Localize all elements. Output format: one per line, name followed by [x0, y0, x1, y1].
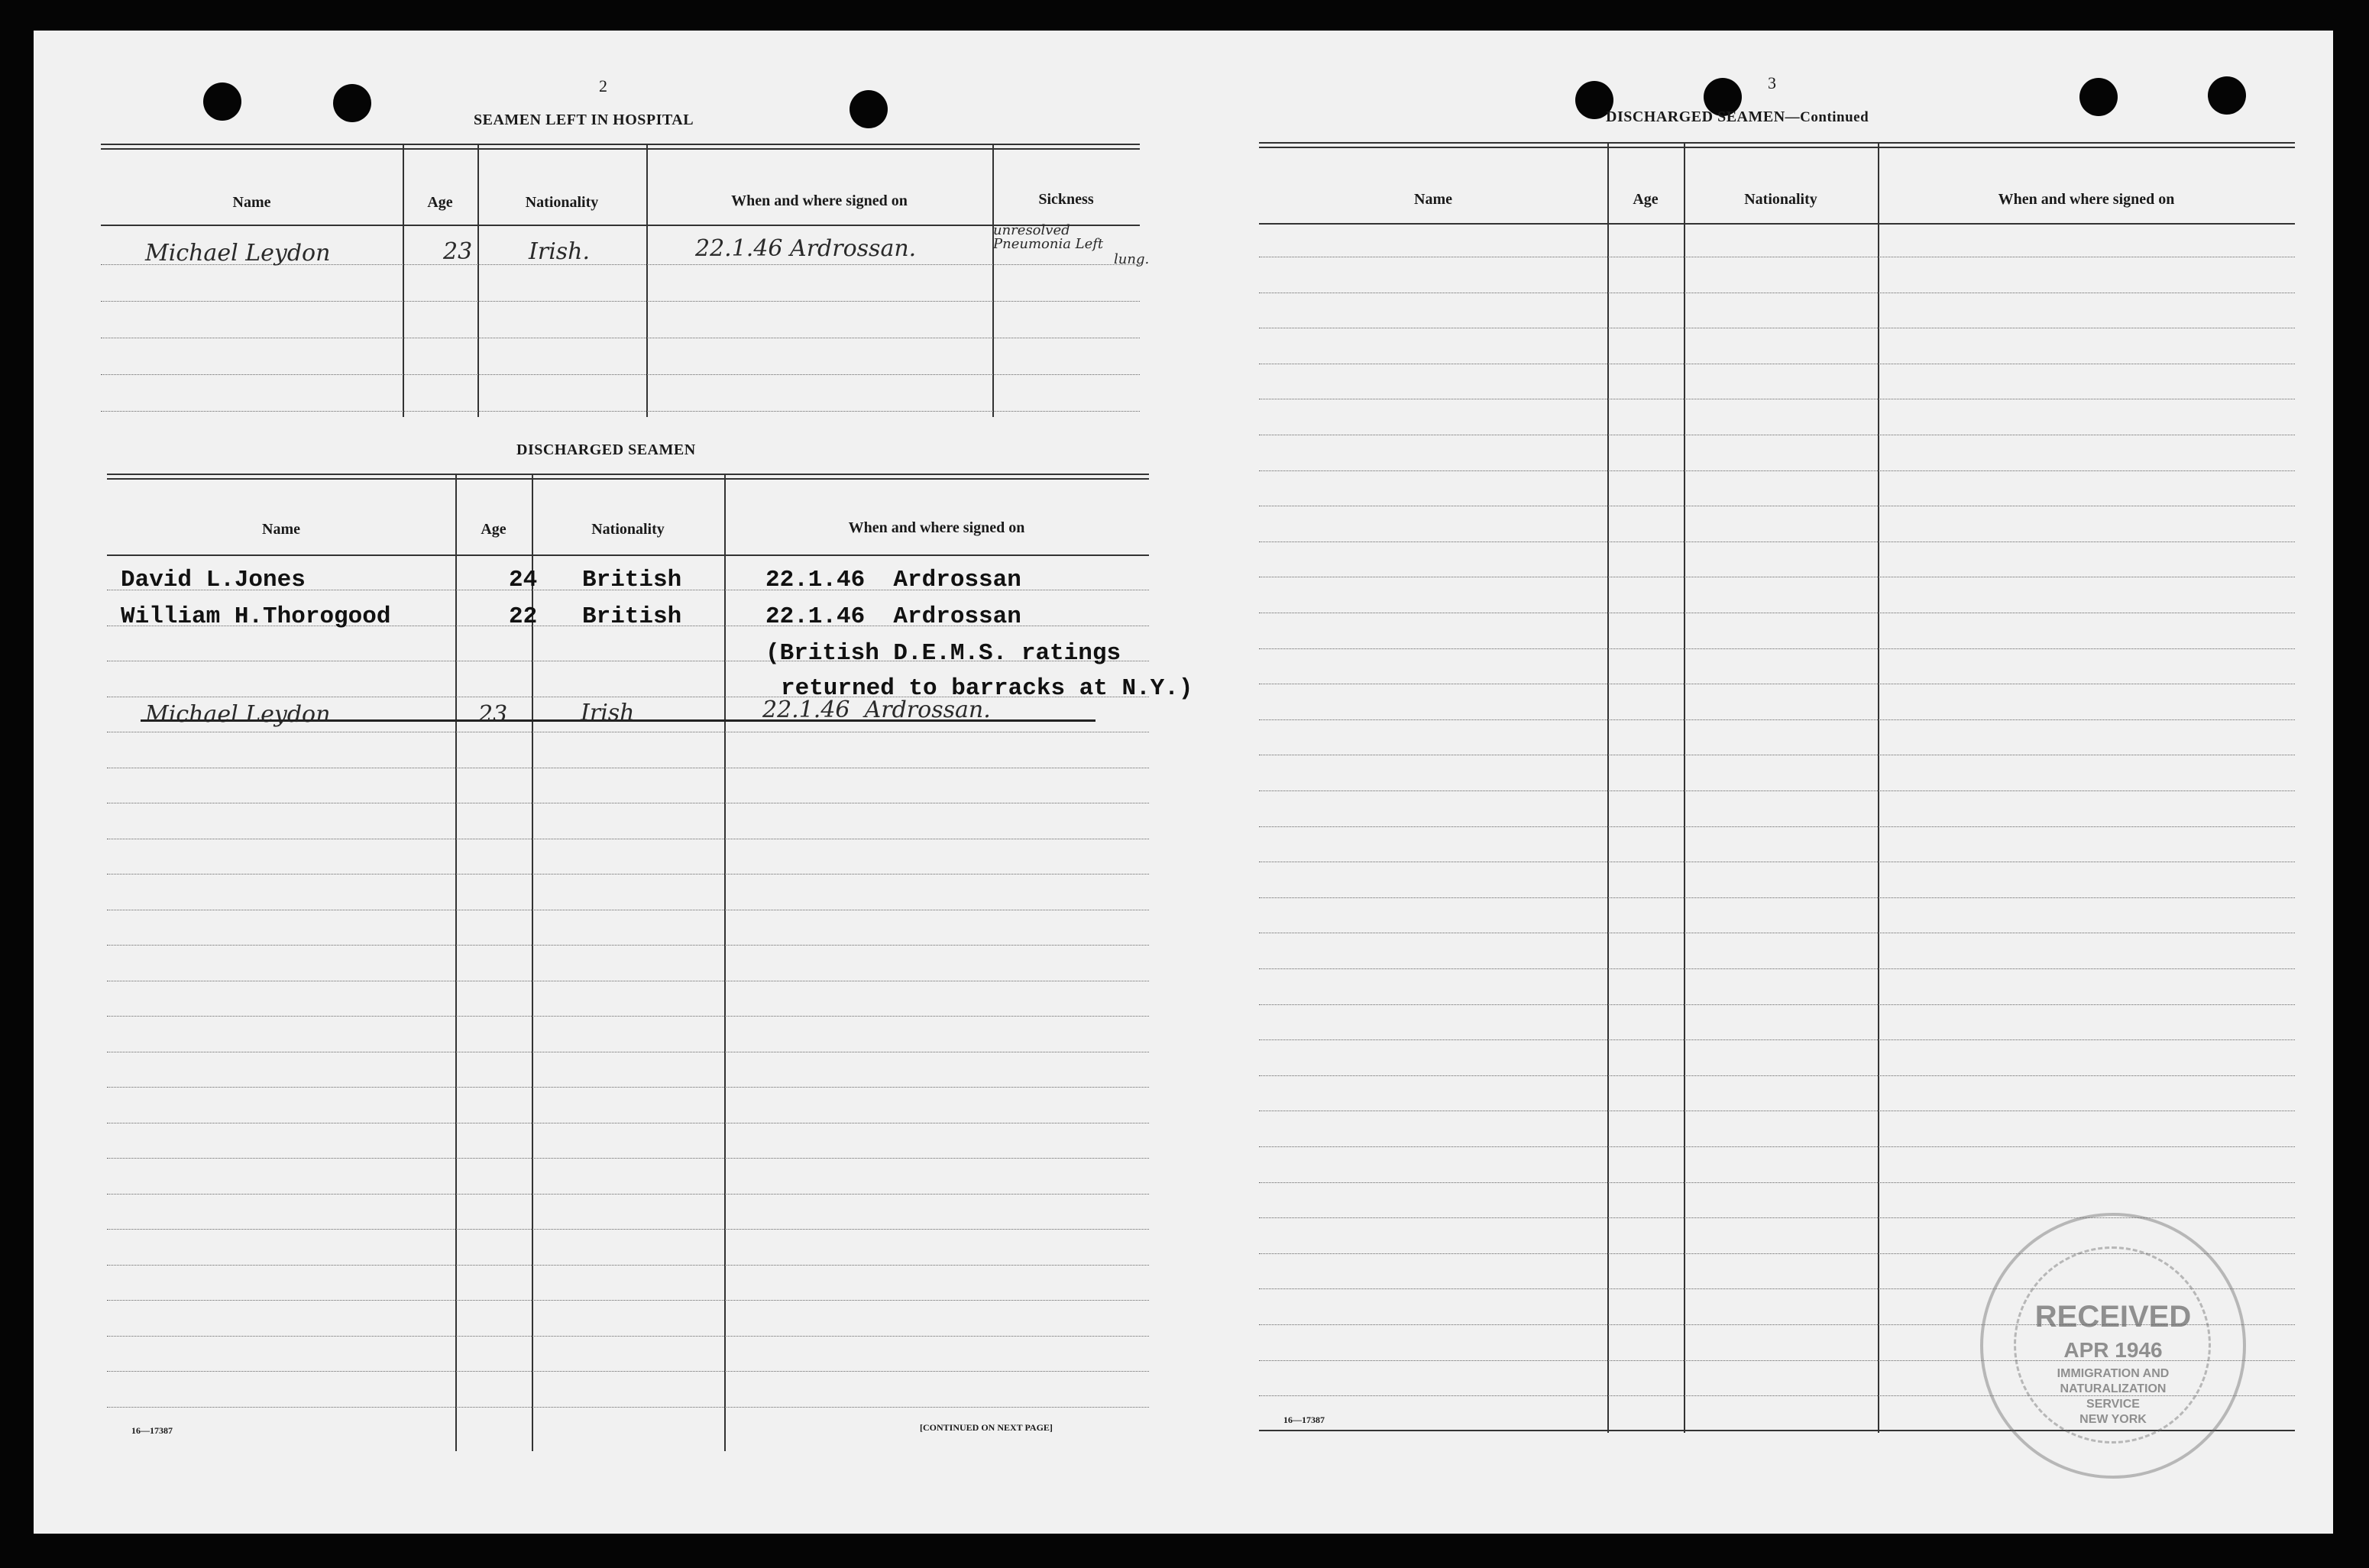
ruled-line: [107, 1371, 1149, 1372]
stamp-line: NEW YORK: [2079, 1413, 2147, 1426]
discharged-age: 24: [509, 567, 538, 593]
column-header: Nationality: [1744, 191, 1817, 208]
page-number-right: 3: [1768, 73, 1776, 92]
punch-hole: [2208, 76, 2246, 115]
hospital-name: Michael Leydon: [145, 240, 331, 267]
hospital-signed-on: 22.1.46 Ardrossan.: [695, 235, 917, 262]
ruled-line: [107, 1016, 1149, 1017]
struck-age: 23: [478, 701, 508, 728]
ruled-line: [1259, 1039, 2295, 1040]
discharged-age: 22: [509, 603, 538, 630]
column-header: Nationality: [591, 521, 665, 538]
discharged-signed-on: 22.1.46 Ardrossan: [765, 603, 1021, 630]
stamp-word: RECEIVED: [2034, 1300, 2192, 1334]
discharged-continued-title: [1606, 108, 1869, 126]
ruled-line: [107, 945, 1149, 946]
strike-through-line: [141, 719, 1096, 722]
discharged-section-title: DISCHARGED SEAMEN: [516, 441, 696, 458]
column-header: When and where signed on: [848, 519, 1025, 536]
form-number-right: 16—17387: [1283, 1414, 1325, 1425]
continued-note: [CONTINUED ON NEXT PAGE]: [920, 1422, 1053, 1433]
ruled-line: [107, 874, 1149, 875]
ruled-line: [1259, 1182, 2295, 1183]
column-header: Sickness: [1038, 191, 1094, 208]
dems-note-line1: (British D.E.M.S. ratings: [765, 640, 1121, 667]
discharged-table: [107, 474, 1193, 1451]
punch-hole: [203, 82, 241, 121]
hospital-table: [101, 144, 1150, 417]
ruled-line: [107, 1087, 1149, 1088]
hospital-sickness-1: unresolved: [993, 222, 1070, 238]
page-number-left: 2: [599, 76, 607, 95]
hospital-age: 23: [443, 238, 473, 265]
title-suffix: —Continued: [1785, 109, 1869, 125]
column-header: Name: [232, 194, 271, 211]
column-header: When and where signed on: [1998, 191, 2175, 208]
ruled-line: [107, 1158, 1149, 1159]
stamp-line: NATURALIZATION: [2060, 1382, 2167, 1395]
ruled-line: [107, 1265, 1149, 1266]
punch-hole: [850, 90, 888, 128]
ruled-line: [107, 1336, 1149, 1337]
column-header: Nationality: [525, 194, 599, 211]
column-header: Age: [427, 194, 453, 211]
ruled-line: [107, 1300, 1149, 1301]
discharged-name: David L.Jones: [121, 567, 306, 593]
hospital-sickness-2: Pneumonia Left: [993, 236, 1104, 252]
hospital-nationality: Irish.: [529, 238, 591, 265]
struck-nationality: Irish: [581, 700, 635, 726]
struck-name: Michael Leydon: [145, 701, 331, 728]
ruled-line: [1259, 790, 2295, 791]
struck-signed-on: 22.1.46 Ardrossan.: [762, 697, 991, 723]
punch-hole: [2079, 78, 2118, 116]
ruled-line: [1259, 719, 2295, 720]
ruled-line: [1259, 1146, 2295, 1147]
ruled-line: [107, 1407, 1149, 1408]
discharged-nationality: British: [582, 603, 682, 630]
stamp-line: SERVICE: [2086, 1398, 2140, 1411]
column-header: Name: [262, 521, 300, 538]
ruled-line: [1259, 648, 2295, 649]
discharged-name: William H.Thorogood: [121, 603, 391, 630]
hospital-section-title: SEAMEN LEFT IN HOSPITAL: [474, 112, 694, 128]
ruled-line: [1259, 968, 2295, 969]
ruled-line: [1259, 826, 2295, 827]
column-header: Age: [481, 521, 506, 538]
form-number-left: 16—17387: [131, 1425, 173, 1436]
hospital-sickness-3: lung.: [1114, 251, 1150, 267]
column-header: Age: [1633, 191, 1659, 208]
column-header: Name: [1414, 191, 1452, 208]
ruled-line: [1259, 897, 2295, 898]
title-main: DISCHARGED SEAMEN: [1606, 108, 1785, 125]
received-stamp: [1980, 1213, 2246, 1479]
ruled-line: [1259, 1075, 2295, 1076]
discharged-nationality: British: [582, 567, 682, 593]
punch-hole: [333, 84, 371, 122]
stamp-line: IMMIGRATION AND: [2057, 1367, 2170, 1380]
stamp-date: APR 1946: [2063, 1338, 2163, 1362]
document-sheet: [34, 31, 2333, 1534]
ruled-line: [1259, 470, 2295, 471]
ruled-line: [107, 1229, 1149, 1230]
discharged-signed-on: 22.1.46 Ardrossan: [765, 567, 1021, 593]
dems-note-line2: returned to barracks at N.Y.): [781, 675, 1193, 702]
ruled-line: [107, 1194, 1149, 1195]
column-header: When and where signed on: [731, 192, 908, 209]
ruled-line: [1259, 1004, 2295, 1005]
